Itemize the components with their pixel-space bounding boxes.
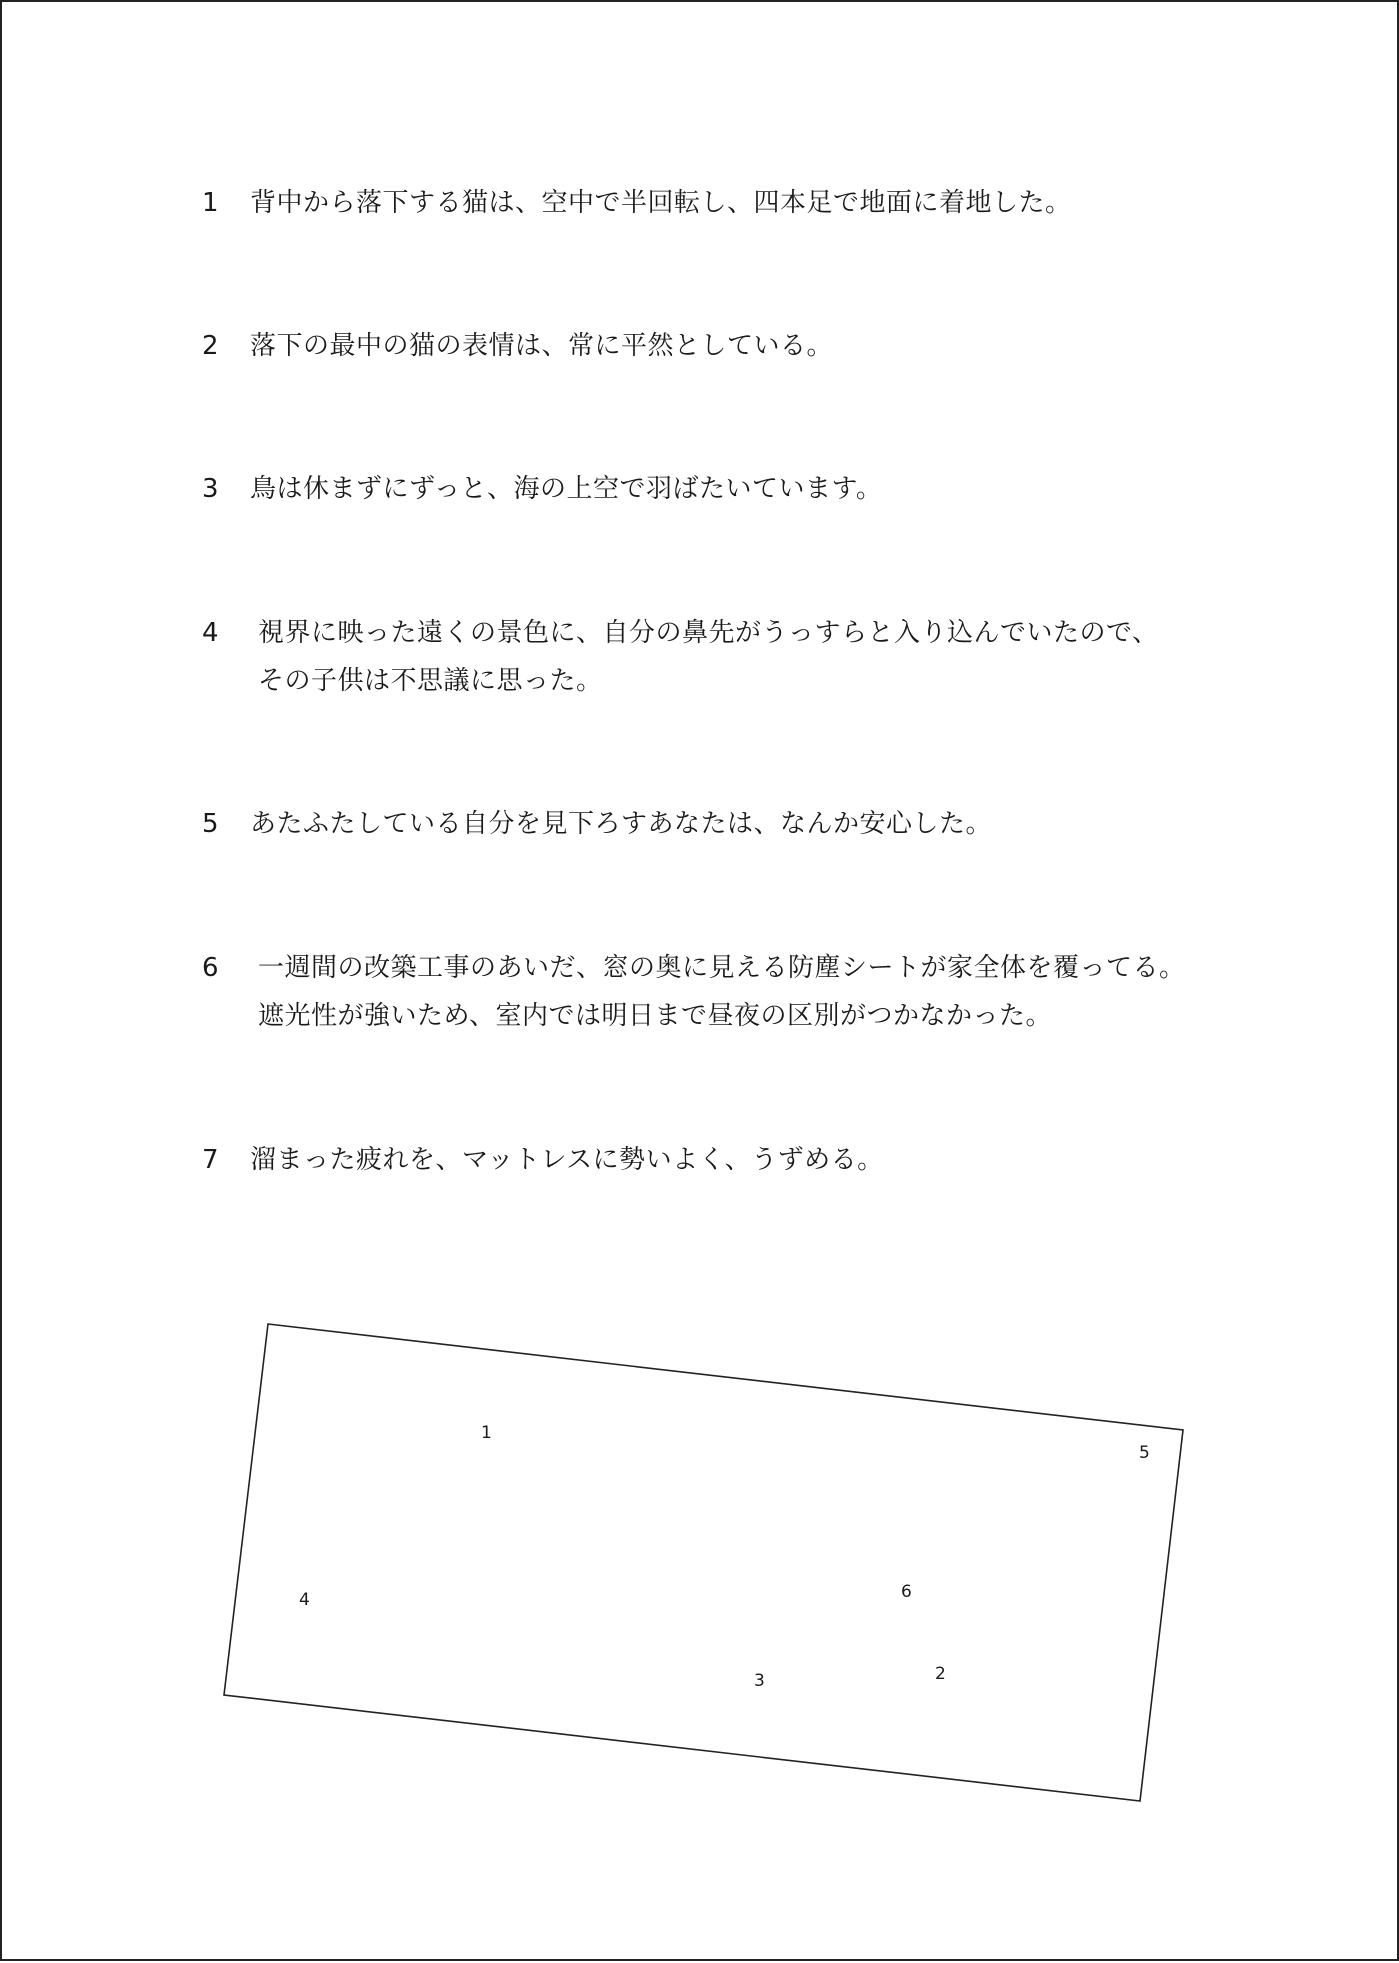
diagram-label-5: 5: [1139, 1443, 1150, 1463]
sentence-line: 遮光性が強いため、室内では明日まで昼夜の区別がつかなかった。: [258, 1001, 1052, 1031]
item-number: 5: [202, 809, 220, 839]
sentence-line: 背中から落下する猫は、空中で半回転し、四本足で地面に着地した。: [250, 188, 1072, 218]
item-number: 4: [202, 618, 220, 648]
sentence-line: 一週間の改築工事のあいだ、窓の奥に見える防塵シートが家全体を覆ってる。: [258, 953, 1186, 983]
sentence-item-3: [202, 465, 882, 513]
sentence-item-1: [202, 179, 1072, 227]
diagram-label-1: 1: [481, 1423, 492, 1443]
item-number: 6: [202, 953, 220, 983]
sentence-item-4: [202, 609, 1158, 705]
item-number: 1: [202, 188, 220, 218]
diagram-label-2: 2: [935, 1664, 946, 1684]
sentence-item-5: [202, 800, 992, 848]
sentence-line: 落下の最中の猫の表情は、常に平然としている。: [250, 331, 834, 361]
diagram-label-4: 4: [299, 1590, 310, 1610]
sentence-line: 溜まった疲れを、マットレスに勢いよく、うずめる。: [250, 1145, 884, 1175]
diagram-label-6: 6: [901, 1582, 912, 1602]
diagram-label-3: 3: [754, 1671, 765, 1691]
tilted-rectangle: [224, 1324, 1183, 1801]
item-number: 2: [202, 331, 220, 361]
sentence-line: その子供は不思議に思った。: [258, 666, 603, 696]
sentence-item-2: [202, 322, 833, 370]
sentence-line: 鳥は休まずにずっと、海の上空で羽ばたいています。: [250, 474, 883, 504]
item-number: 3: [202, 474, 220, 504]
sentence-line: 視界に映った遠くの景色に、自分の鼻先がうっすらと入り込んでいたので、: [258, 618, 1159, 648]
sentence-item-6: [202, 944, 1186, 1040]
item-number: 7: [202, 1145, 220, 1175]
sentence-line: あたふたしている自分を見下ろすあなたは、なんか安心した。: [250, 809, 993, 839]
sentence-item-7: [202, 1136, 884, 1184]
